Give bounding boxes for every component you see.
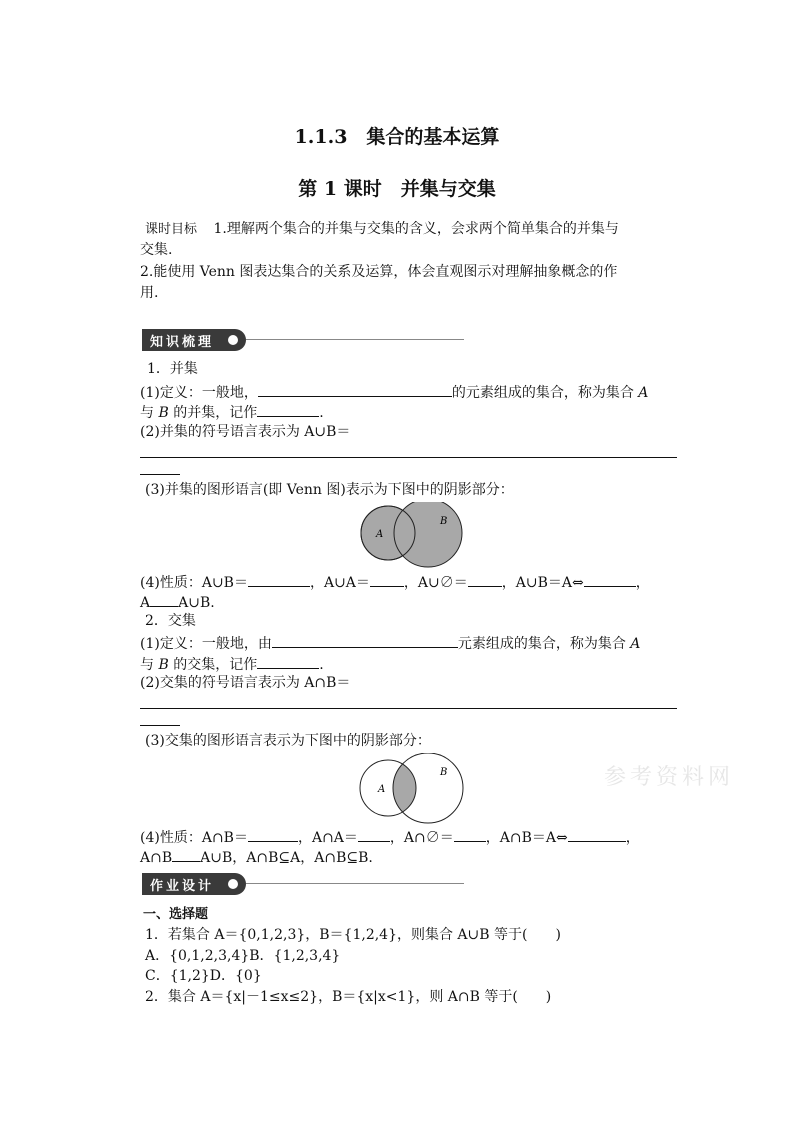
intersect-def2-prefix: 与 bbox=[140, 657, 154, 673]
intersect-prop7: A∪B，A∩B⊆A，A∩B⊆B. bbox=[200, 850, 373, 866]
intersect-prop2: ，A∩A＝ bbox=[297, 830, 358, 846]
section-label: 作业设计 bbox=[150, 879, 215, 894]
intersect-answer-line bbox=[140, 708, 677, 709]
union-answer-line bbox=[140, 457, 677, 458]
intersect-prop-blank-4 bbox=[568, 826, 626, 842]
union-prop2: ，A∪A＝ bbox=[309, 575, 370, 591]
intersect-prop3: ，A∩∅＝ bbox=[389, 830, 454, 846]
page-title: 1.1.3 集合的基本运算 bbox=[294, 126, 500, 148]
union-prop1: (4)性质：A∪B＝ bbox=[140, 575, 248, 591]
union-prop3: ，A∪∅＝ bbox=[403, 575, 468, 591]
intersect-def-blank bbox=[272, 632, 458, 648]
union-def-end: . bbox=[319, 405, 324, 421]
intersect-def2-suffix: 的交集，记作 bbox=[173, 657, 258, 673]
question-1-options-cd: C．{1,2}D．{0} bbox=[145, 968, 262, 984]
union-prop-blank-4 bbox=[584, 571, 636, 587]
union-venn-diagram bbox=[356, 502, 468, 568]
intersect-venn-label-b: B bbox=[440, 767, 448, 778]
union-answer-line-short bbox=[140, 474, 180, 475]
intersect-definition-line2 bbox=[140, 653, 324, 675]
section-label: 知识梳理 bbox=[150, 335, 215, 350]
union-prop-blank-3 bbox=[468, 571, 502, 587]
intersect-prop-blank-2 bbox=[358, 826, 390, 842]
intersect-prop-blank-1 bbox=[248, 826, 298, 842]
bullet-dot-icon bbox=[228, 879, 238, 889]
intersect-properties-line2 bbox=[140, 846, 373, 868]
union-definition-line1 bbox=[140, 381, 648, 403]
watermark-text: 参考资料网 bbox=[604, 765, 735, 790]
question-1: 1．若集合 A＝{0,1,2,3}，B＝{1,2,4}，则集合 A∪B 等于( ) bbox=[145, 927, 561, 943]
lesson-subtitle: 第 1 课时 并集与交集 bbox=[298, 178, 496, 200]
intersect-definition-line1 bbox=[140, 632, 640, 654]
intersect-prop-blank-3 bbox=[454, 826, 486, 842]
union-prop-blank-2 bbox=[370, 571, 404, 587]
goals-line3: 2.能使用 Venn 图表达集合的关系及运算，体会直观图示对理解抽象概念的作 bbox=[140, 264, 618, 280]
section-label-box bbox=[142, 873, 246, 895]
union-notation-blank bbox=[257, 401, 319, 417]
union-properties-line2 bbox=[140, 591, 215, 613]
union-prop7: A∪B. bbox=[178, 595, 215, 611]
intersect-venn-diagram bbox=[356, 753, 468, 825]
union-def-suffix: 的元素组成的集合，称为集合 bbox=[451, 385, 634, 401]
goals-text-1: 1.理解两个集合的并集与交集的含义，会求两个简单集合的并集与 bbox=[213, 221, 619, 237]
intersect-venn-label-a: A bbox=[378, 784, 386, 795]
union-def-a: A bbox=[638, 385, 649, 401]
intersect-def-end: . bbox=[319, 657, 324, 673]
intersect-def-prefix: (1)定义：一般地，由 bbox=[140, 636, 272, 652]
intersect-def-b: B bbox=[158, 657, 169, 673]
union-symbol: (2)并集的符号语言表示为 A∪B＝ bbox=[140, 424, 351, 440]
intersect-prop-blank-5 bbox=[172, 846, 200, 862]
goals-line4: 用. bbox=[140, 285, 159, 301]
section-rule bbox=[246, 883, 464, 884]
union-graph-text: (3)并集的图形语言(即 Venn 图)表示为下图中的阴影部分： bbox=[145, 482, 514, 498]
question-2: 2．集合 A＝{x|－1≤x≤2}，B＝{x|x<1}，则 A∩B 等于( ) bbox=[145, 989, 552, 1005]
intersect-prop6: A∩B bbox=[140, 850, 173, 866]
intersect-prop1: (4)性质：A∩B＝ bbox=[140, 830, 248, 846]
intersect-prop4: ，A∩B＝A⇔ bbox=[485, 830, 568, 846]
union-prop4: ，A∪B＝A⇔ bbox=[501, 575, 584, 591]
union-prop-blank-1 bbox=[248, 571, 310, 587]
union-definition-line2 bbox=[140, 401, 324, 423]
intersect-answer-line-short bbox=[140, 725, 180, 726]
union-prop-blank-5 bbox=[150, 591, 178, 607]
intersect-heading: 2．交集 bbox=[145, 613, 196, 629]
intersect-def-suffix: 元素组成的集合，称为集合 bbox=[457, 636, 626, 652]
intersect-def-a: A bbox=[630, 636, 641, 652]
union-prop5: ， bbox=[635, 575, 650, 591]
goals-line1 bbox=[145, 219, 619, 240]
union-def-prefix: (1)定义：一般地， bbox=[140, 385, 258, 401]
question-1-options-ab: A．{0,1,2,3,4}B．{1,2,3,4} bbox=[145, 948, 341, 964]
union-heading: 1．并集 bbox=[147, 361, 198, 377]
union-venn-label-b: B bbox=[440, 516, 448, 527]
goals-label: 课时目标 bbox=[145, 222, 198, 237]
section-header-knowledge bbox=[142, 329, 464, 351]
goals-line2: 交集. bbox=[140, 242, 173, 258]
intersect-symbol: (2)交集的符号语言表示为 A∩B＝ bbox=[140, 675, 351, 691]
union-def-b: B bbox=[158, 405, 169, 421]
union-prop6: A bbox=[140, 595, 151, 611]
intersect-graph-text: (3)交集的图形语言表示为下图中的阴影部分： bbox=[145, 733, 431, 749]
union-def-blank bbox=[258, 381, 452, 397]
exercises-heading: 一、选择题 bbox=[143, 907, 209, 922]
bullet-dot-icon bbox=[228, 335, 238, 345]
union-venn-label-a: A bbox=[376, 529, 384, 540]
intersect-prop5: ， bbox=[625, 830, 640, 846]
section-rule bbox=[246, 339, 464, 340]
union-def2-suffix: 的并集，记作 bbox=[173, 405, 258, 421]
intersect-properties-line1 bbox=[140, 826, 640, 848]
section-label-box bbox=[142, 329, 246, 351]
union-properties-line1 bbox=[140, 571, 650, 593]
section-header-homework bbox=[142, 873, 464, 895]
intersect-notation-blank bbox=[257, 653, 319, 669]
union-def2-prefix: 与 bbox=[140, 405, 154, 421]
